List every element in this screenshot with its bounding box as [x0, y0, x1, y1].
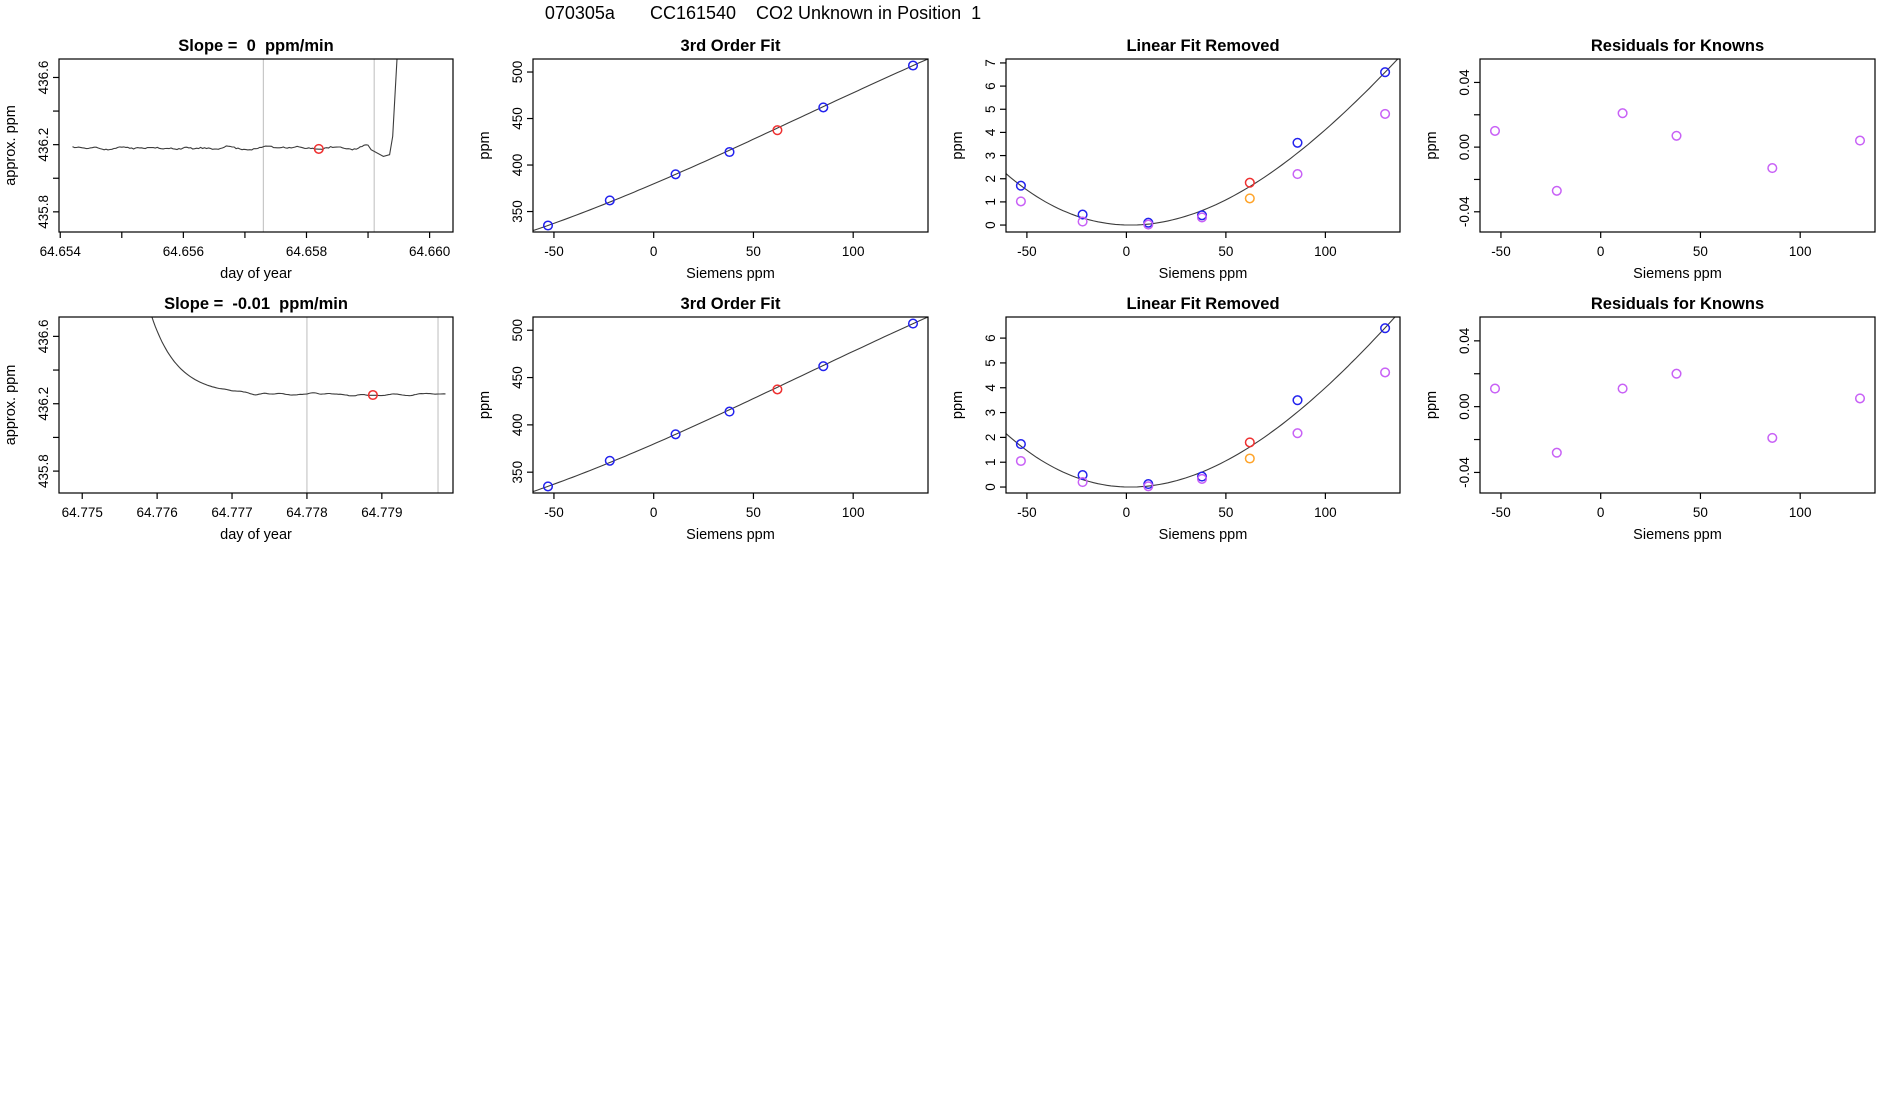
- fit-curve: [533, 59, 928, 231]
- x-axis-label: Siemens ppm: [1633, 527, 1722, 543]
- x-tick-label: 50: [745, 505, 761, 520]
- plot-box: [1006, 59, 1400, 232]
- panel-slope-timeseries-row2: [3, 295, 453, 543]
- panel-title: Linear Fit Removed: [1126, 37, 1280, 55]
- x-axis-label: Siemens ppm: [686, 266, 775, 282]
- x-tick-label: 100: [1314, 244, 1337, 259]
- panel-title: Residuals for Knowns: [1590, 295, 1765, 313]
- data-point-violet: [1672, 132, 1681, 141]
- x-tick-label: 64.776: [136, 505, 178, 520]
- y-axis-label: approx. ppm: [3, 105, 19, 186]
- fit-curve: [1006, 312, 1400, 488]
- panel-linear-fit-removed-row1: [950, 37, 1400, 282]
- data-point-violet: [1293, 429, 1302, 438]
- panel-residuals-for-knowns-row1: [1424, 37, 1875, 282]
- y-axis-label: ppm: [950, 131, 966, 160]
- data-point-blue: [1293, 396, 1302, 405]
- x-tick-label: 0: [1596, 244, 1605, 259]
- y-axis-label: ppm: [1424, 131, 1440, 160]
- signal-trace: [152, 317, 446, 396]
- data-point-violet: [1618, 109, 1627, 118]
- y-tick-label: 400: [510, 413, 525, 437]
- y-tick-label: 435.8: [36, 194, 51, 229]
- x-tick-label: 64.777: [211, 505, 253, 520]
- data-point-red: [773, 385, 782, 394]
- page-title: 070305a CC161540 CO2 Unknown in Position 1: [544, 3, 982, 23]
- data-point-violet: [1381, 368, 1390, 377]
- y-tick-label: 6: [983, 334, 998, 342]
- y-tick-label: 4: [983, 128, 998, 137]
- x-tick-label: 64.658: [285, 244, 328, 259]
- x-tick-label: 0: [1596, 505, 1605, 520]
- y-tick-label: 0.04: [1457, 69, 1472, 96]
- x-tick-label: 100: [841, 505, 865, 520]
- y-tick-label: 450: [510, 107, 525, 130]
- panel-third-order-fit-row2: [477, 295, 928, 543]
- y-tick-label: -0.04: [1457, 196, 1472, 228]
- x-tick-label: -50: [1491, 244, 1511, 259]
- x-tick-label: -50: [1017, 505, 1037, 520]
- x-tick-label: 50: [1692, 505, 1708, 520]
- y-tick-label: 450: [510, 366, 525, 389]
- x-tick-label: 64.660: [408, 244, 451, 259]
- x-tick-label: -50: [1017, 244, 1037, 259]
- data-point-orange: [1246, 454, 1255, 463]
- panel-title: 3rd Order Fit: [680, 295, 781, 313]
- data-point-blue: [1293, 139, 1302, 148]
- x-tick-label: 100: [841, 244, 865, 259]
- data-point-violet: [1553, 448, 1562, 457]
- y-tick-label: 2: [983, 433, 998, 442]
- y-tick-label: 7: [983, 59, 998, 67]
- data-point-violet: [1618, 384, 1627, 393]
- data-point-violet: [1491, 127, 1500, 136]
- y-axis-label: ppm: [477, 390, 493, 420]
- x-axis-label: day of year: [220, 266, 292, 282]
- plot-box: [59, 317, 453, 493]
- x-tick-label: -50: [1491, 505, 1511, 520]
- data-point-violet: [1491, 384, 1500, 393]
- y-tick-label: 500: [510, 318, 525, 342]
- plot-box: [533, 59, 928, 232]
- plot-box: [1006, 317, 1400, 493]
- x-tick-label: 64.779: [361, 505, 403, 520]
- x-tick-label: 0: [649, 244, 658, 259]
- panel-slope-timeseries-row1: [3, 37, 453, 282]
- data-point-violet: [1856, 394, 1865, 403]
- y-tick-label: 0.04: [1457, 327, 1472, 354]
- y-tick-label: 2: [983, 174, 998, 183]
- x-tick-label: -50: [544, 505, 564, 520]
- x-tick-label: 0: [649, 505, 658, 520]
- y-tick-label: 4: [983, 383, 998, 392]
- data-point-blue: [819, 362, 828, 371]
- y-tick-label: 436.2: [36, 127, 51, 162]
- y-tick-label: -0.04: [1457, 457, 1472, 488]
- y-axis-label: approx. ppm: [3, 364, 19, 446]
- y-axis-label: ppm: [477, 131, 493, 160]
- data-point-violet: [1856, 136, 1865, 145]
- x-axis-label: Siemens ppm: [1633, 266, 1722, 282]
- y-axis-label: ppm: [950, 390, 966, 420]
- panel-title: Slope = -0.01 ppm/min: [164, 295, 348, 313]
- x-tick-label: 0: [1122, 244, 1131, 259]
- x-tick-label: 100: [1788, 244, 1812, 259]
- y-tick-label: 350: [510, 460, 525, 484]
- fit-curve: [533, 317, 928, 492]
- x-tick-label: 64.775: [61, 505, 103, 520]
- data-point-red: [773, 126, 782, 135]
- x-tick-label: 50: [1218, 244, 1234, 259]
- data-point-violet: [1017, 197, 1026, 206]
- x-tick-label: -50: [544, 244, 564, 259]
- data-point-red: [1246, 438, 1255, 447]
- panel-title: 3rd Order Fit: [680, 37, 781, 55]
- fit-curve: [1006, 57, 1400, 225]
- y-tick-label: 0.00: [1457, 133, 1472, 161]
- plot-box: [1480, 317, 1875, 493]
- y-tick-label: 6: [983, 82, 998, 90]
- x-axis-label: Siemens ppm: [686, 527, 775, 543]
- data-point-violet: [1768, 434, 1777, 443]
- data-point-violet: [1768, 164, 1777, 173]
- y-tick-label: 3: [983, 151, 998, 160]
- x-tick-label: 64.656: [162, 244, 205, 259]
- y-tick-label: 3: [983, 408, 998, 417]
- x-tick-label: 100: [1788, 505, 1812, 520]
- data-point-violet: [1381, 110, 1390, 119]
- y-tick-label: 435.8: [36, 454, 51, 489]
- panel-third-order-fit-row1: [477, 37, 928, 282]
- x-axis-label: Siemens ppm: [1158, 266, 1248, 282]
- plot-box: [533, 317, 928, 493]
- panel-linear-fit-removed-row2: [950, 295, 1400, 543]
- y-tick-label: 436.6: [36, 60, 51, 95]
- y-tick-label: 350: [510, 200, 525, 223]
- y-tick-label: 0: [983, 221, 998, 229]
- plot-box: [59, 59, 453, 232]
- data-point-violet: [1293, 170, 1302, 179]
- panel-title: Residuals for Knowns: [1590, 37, 1765, 55]
- y-tick-label: 436.6: [36, 319, 51, 354]
- x-tick-label: 50: [745, 244, 761, 259]
- y-tick-label: 500: [510, 60, 525, 84]
- data-point-red: [1246, 178, 1255, 187]
- y-axis-label: ppm: [1424, 390, 1440, 420]
- x-tick-label: 50: [1218, 505, 1234, 520]
- x-tick-label: 100: [1314, 505, 1337, 520]
- data-point-violet: [1017, 457, 1026, 466]
- x-tick-label: 0: [1122, 505, 1131, 520]
- data-point-violet: [1553, 187, 1562, 196]
- data-point-blue: [819, 103, 828, 112]
- plot-box: [1480, 59, 1875, 232]
- x-tick-label: 50: [1692, 244, 1708, 259]
- panel-title: Slope = 0 ppm/min: [178, 37, 334, 55]
- y-tick-label: 1: [983, 198, 998, 206]
- y-tick-label: 1: [983, 458, 998, 466]
- x-axis-label: day of year: [220, 527, 292, 543]
- y-tick-label: 436.2: [36, 386, 51, 421]
- signal-trace: [73, 59, 398, 156]
- y-tick-label: 0: [983, 483, 998, 491]
- panel-title: Linear Fit Removed: [1126, 295, 1280, 313]
- y-tick-label: 5: [983, 359, 998, 367]
- panel-residuals-for-knowns-row2: [1424, 295, 1875, 543]
- y-tick-label: 400: [510, 153, 525, 177]
- x-tick-label: 64.778: [286, 505, 328, 520]
- y-tick-label: 0.00: [1457, 393, 1472, 420]
- x-tick-label: 64.654: [39, 244, 81, 259]
- data-point-violet: [1672, 369, 1681, 378]
- y-tick-label: 5: [983, 105, 998, 114]
- data-point-orange: [1246, 194, 1255, 203]
- x-axis-label: Siemens ppm: [1158, 527, 1248, 543]
